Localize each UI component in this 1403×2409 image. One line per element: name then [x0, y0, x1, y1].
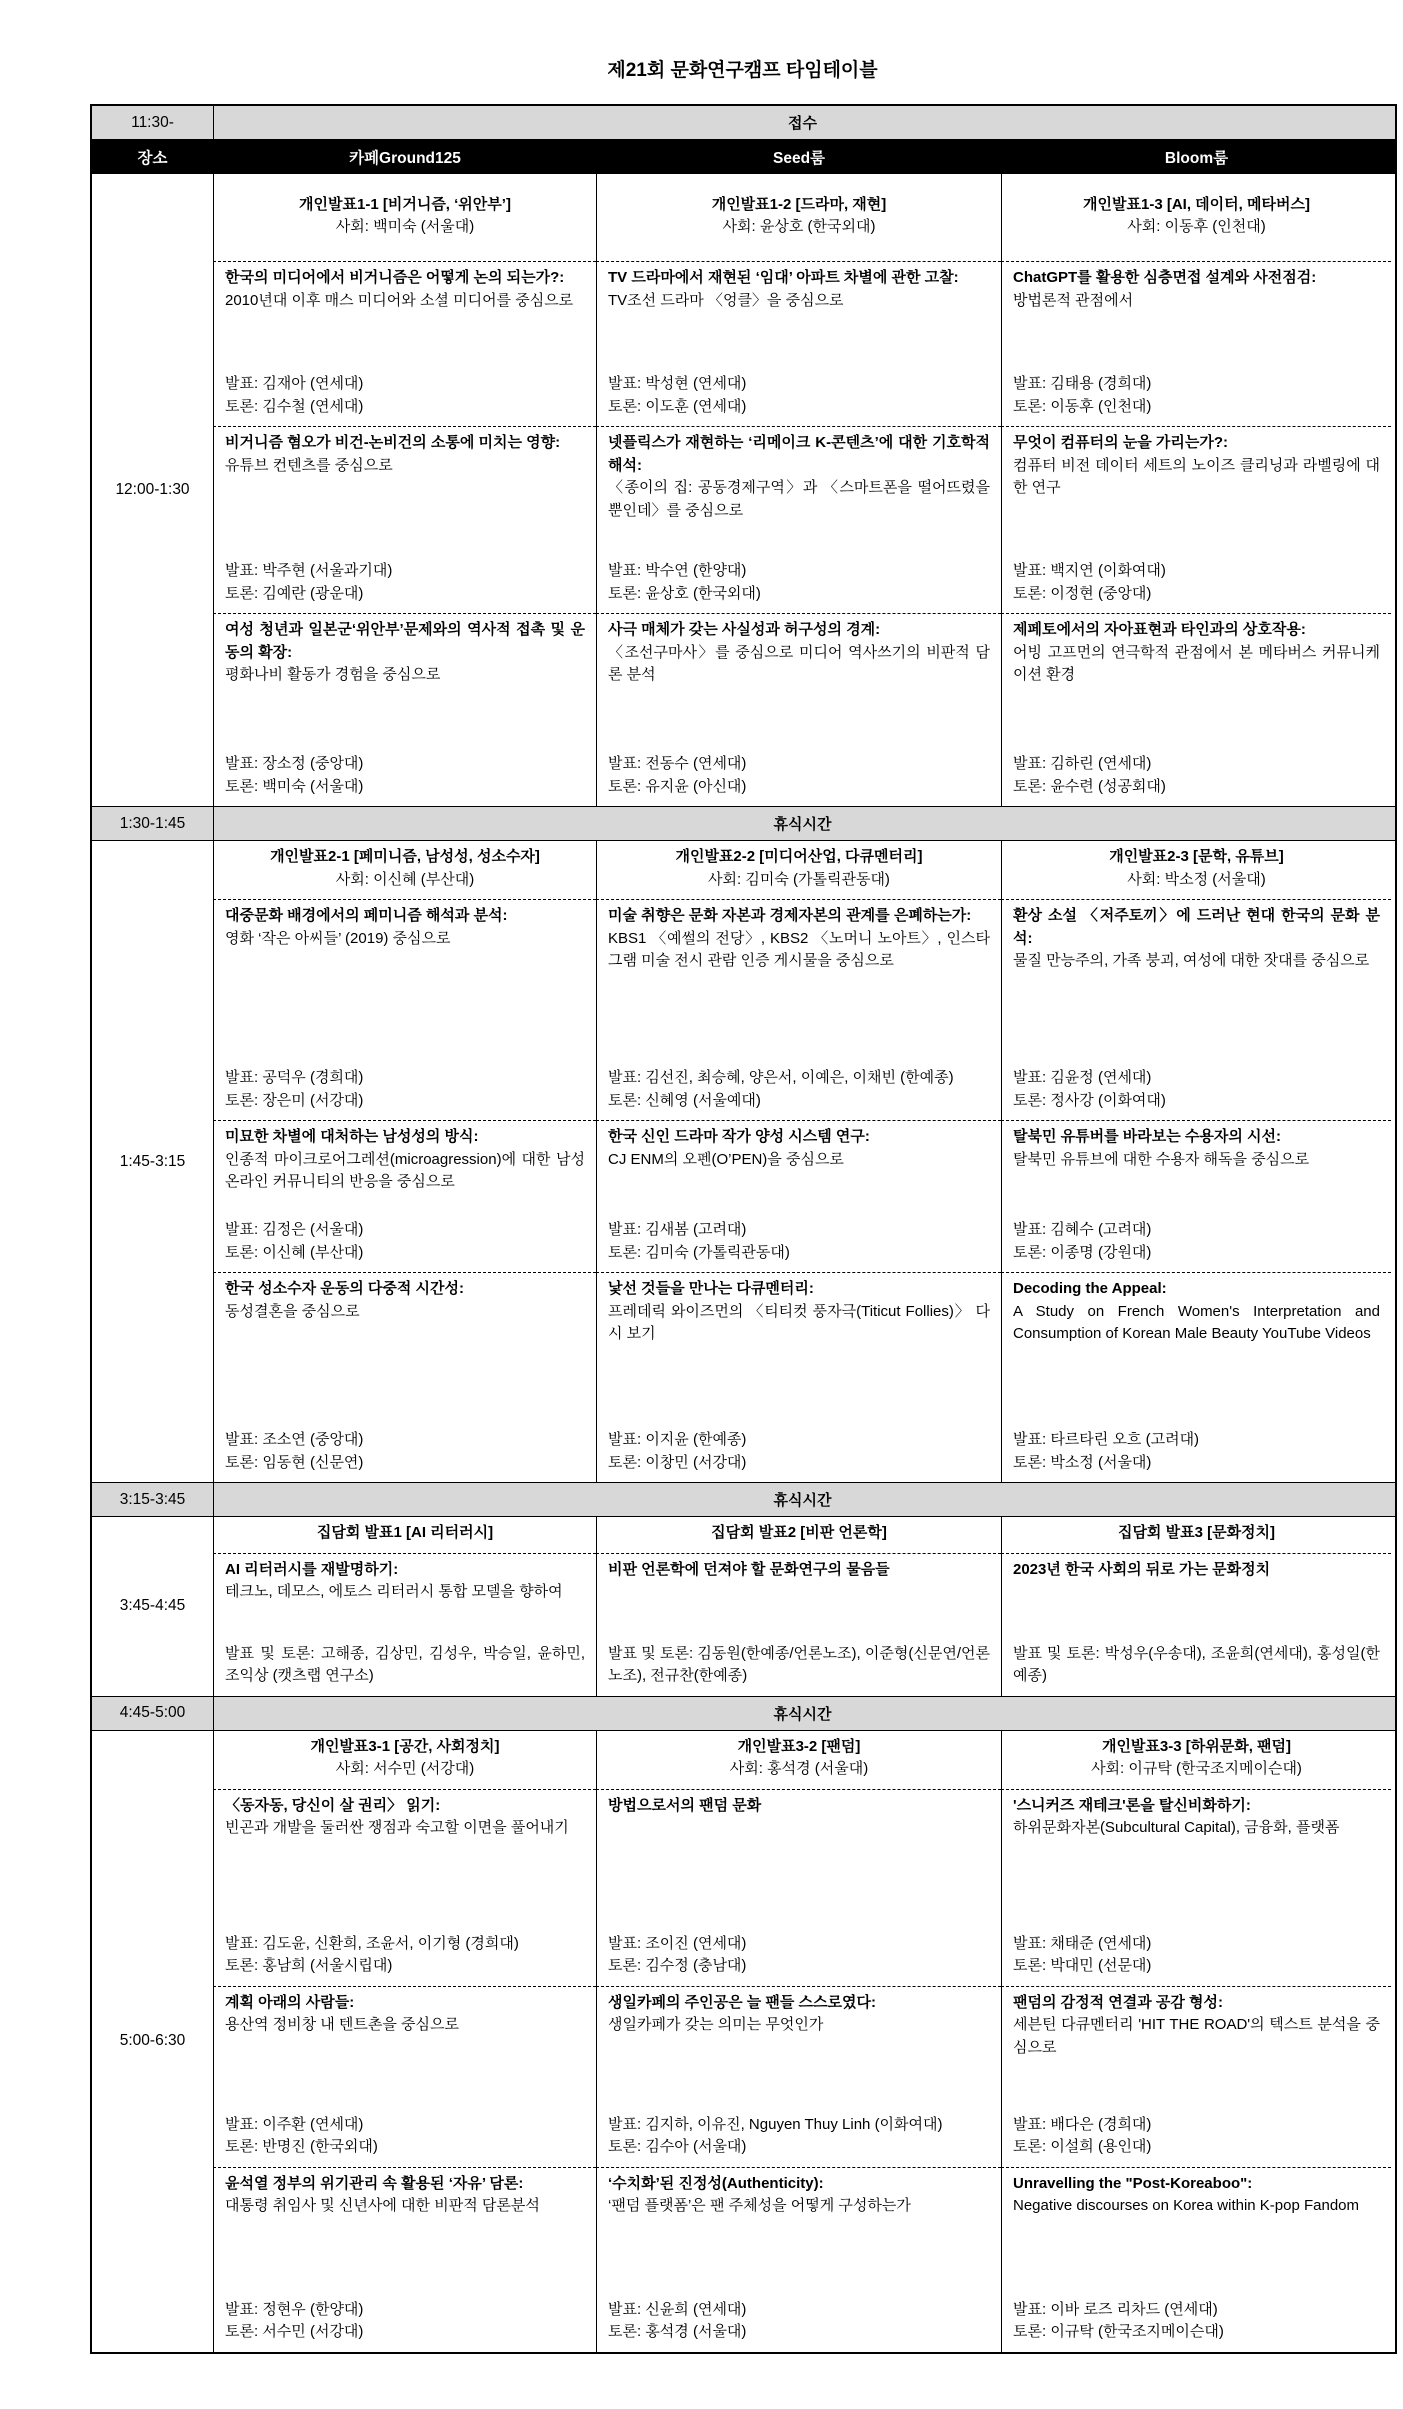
presenter-line: 발표: 조이진 (연세대)	[608, 1934, 747, 1952]
talk-title: 제페토에서의 자아표현과 타인과의 상호작용:	[1013, 621, 1306, 638]
talk-title: 환상 소설 〈저주토끼〉에 드러난 현대 한국의 문화 분석:	[1013, 907, 1380, 947]
talk-people	[1013, 731, 1380, 798]
talk	[1001, 1986, 1391, 2167]
talk-people	[608, 1407, 990, 1474]
talk-people	[225, 538, 585, 605]
band-label: 접수	[213, 106, 1391, 139]
talk	[213, 1553, 596, 1696]
talk-title: 한국 성소수자 운동의 다중적 시간성:	[225, 1280, 465, 1297]
talk	[596, 1553, 1001, 1696]
session-header	[1001, 841, 1391, 899]
talk-people	[608, 2277, 990, 2344]
talk-people	[608, 1045, 990, 1112]
talk	[596, 2167, 1001, 2352]
talk-title: 여성 청년과 일본군‘위안부’문제와의 역사적 접촉 및 운동의 확장:	[225, 621, 585, 661]
presenter-line: 발표: 김선진, 최승혜, 양은서, 이예은, 이채빈 (한예종)	[608, 1069, 954, 1086]
talk-subtitle: 〈종이의 집: 공동경제구역〉과 〈스마트폰을 떨어뜨렸을 뿐인데〉를 중심으로	[608, 479, 990, 519]
talk-subtitle: 생일카페가 갖는 의미는 무엇인가	[608, 2016, 824, 2033]
presenter-line: 발표: 이주환 (연세대)	[225, 2115, 364, 2133]
place-header: 장소	[137, 149, 168, 167]
band-row	[92, 106, 1395, 139]
presenter-line: 발표: 배다은 (경희대)	[1013, 2115, 1152, 2133]
talk-title: 사극 매체가 갖는 사실성과 허구성의 경계:	[608, 621, 881, 638]
talk-people	[225, 1911, 585, 1978]
talk-subtitle: 테크노, 데모스, 에토스 리터러시 통합 모델을 향하여	[225, 1583, 563, 1600]
talk-title: 팬덤의 감정적 연결과 공감 형성:	[1013, 1993, 1224, 2011]
discussant-line: 토론: 윤수련 (성공회대)	[1013, 777, 1166, 795]
talk-people	[1013, 1621, 1380, 1688]
talk-title: 비판 언론학에 던져야 할 문화연구의 물음들	[608, 1560, 890, 1578]
talk-subtitle: A Study on French Women's Interpretation and Consumption of Korean Male Beauty YouTube Videos	[1013, 1302, 1380, 1342]
talk-people	[608, 1911, 990, 1978]
presenter-line: 발표: 박수연 (한양대)	[608, 562, 747, 579]
talk-subtitle: 빈곤과 개발을 둘러싼 쟁점과 숙고할 이면을 풀어내기	[225, 1819, 569, 1836]
presenter-line: 발표: 이바 로즈 리차드 (연세대)	[1013, 2300, 1218, 2318]
discussant-line: 토론: 반명진 (한국외대)	[225, 2138, 378, 2155]
talk-subtitle: TV조선 드라마 〈엉클〉을 중심으로	[608, 291, 844, 309]
session-title: 집담회 발표1 [AI 리터러시]	[316, 1524, 494, 1541]
presenter-line: 발표: 채태준 (연세대)	[1013, 1934, 1152, 1952]
talk	[596, 613, 1001, 806]
presenter-line: 발표: 백지연 (이화여대)	[1013, 562, 1166, 579]
talk-title: TV 드라마에서 재현된 ‘임대’ 아파트 차별에 관한 고찰:	[608, 269, 959, 286]
discussant-line: 토론: 신혜영 (서울예대)	[608, 1091, 761, 1109]
talk-people	[1013, 1911, 1380, 1978]
talk-title: 미술 취향은 문화 자본과 경제자본의 관계를 은폐하는가:	[608, 907, 972, 924]
talk-title: 넷플릭스가 재현하는 ‘리메이크 K-콘텐츠’에 대한 기호학적 해석:	[608, 434, 990, 474]
discussant-line: 토론: 이정현 (중앙대)	[1013, 584, 1152, 602]
talk-subtitle: 동성결혼을 중심으로	[225, 1302, 360, 1320]
presenter-line: 발표: 타르타린 오흐 (고려대)	[1013, 1431, 1200, 1448]
session-title: 개인발표3-3 [하위문화, 팬덤]	[1101, 1737, 1292, 1755]
session-title: 집담회 발표2 [비판 언론학]	[711, 1524, 887, 1541]
talk	[1001, 613, 1391, 806]
talk-people	[608, 538, 990, 605]
talk-subtitle: 용산역 정비창 내 텐트촌을 중심으로	[225, 2016, 460, 2033]
presenter-line: 발표: 박주현 (서울과기대)	[225, 562, 393, 579]
session-title: 개인발표1-3 [AI, 데이터, 메타버스]	[1083, 195, 1310, 213]
talk-title: 생일카페의 주인공은 늘 팬들 스스로였다:	[608, 1993, 876, 2011]
talk-title: 〈동자동, 당신이 살 권리〉 읽기:	[225, 1796, 441, 1814]
talk-subtitle: 프레데릭 와이즈먼의 〈티티컷 풍자극(Titicut Follies)〉 다시 보기	[608, 1302, 990, 1342]
talk-title: 한국 신인 드라마 작가 양성 시스템 연구:	[608, 1128, 870, 1145]
talk	[1001, 2167, 1391, 2352]
session-header	[1001, 174, 1391, 261]
presenter-line: 발표 및 토론: 고해종, 김상민, 김성우, 박승일, 윤하민, 조익상 (캣츠랩 연구소)	[225, 1644, 585, 1684]
band-label: 휴식시간	[213, 1483, 1391, 1516]
talk-people	[225, 2092, 585, 2159]
talk-subtitle: CJ ENM의 오펜(O’PEN)을 중심으로	[608, 1150, 844, 1168]
talk	[213, 1272, 596, 1482]
talk-people	[225, 731, 585, 798]
discussant-line: 토론: 이규탁 (한국조지메이슨대)	[1013, 2323, 1224, 2340]
discussant-line: 토론: 김예란 (광운대)	[225, 584, 364, 602]
talk	[213, 899, 596, 1120]
talk-title: 방법으로서의 팬덤 문화	[608, 1796, 762, 1814]
talk-people	[608, 1621, 990, 1688]
page-title: 제21회 문화연구캠프 타임테이블	[607, 60, 878, 81]
session-header	[213, 1517, 596, 1553]
session-chair: 사회: 이신혜 (부산대)	[335, 870, 475, 888]
talk-title: 비거니즘 혐오가 비건-논비건의 소통에 미치는 영향:	[225, 434, 561, 451]
talk-people	[1013, 1407, 1380, 1474]
talk-subtitle: 인종적 마이크로어그레션(microagression)에 대한 남성 온라인 커뮤니티의 반응을 중심으로	[225, 1150, 585, 1190]
discussant-line: 토론: 이설희 (용인대)	[1013, 2138, 1152, 2155]
talk-subtitle: 어빙 고프먼의 연극학적 관점에서 본 메타버스 커뮤니케이션 환경	[1013, 643, 1380, 683]
session-chair: 사회: 이동후 (인천대)	[1127, 218, 1266, 235]
talk-subtitle: 2010년대 이후 매스 미디어와 소셜 미디어를 중심으로	[225, 291, 574, 309]
talk	[213, 1986, 596, 2167]
talk	[596, 426, 1001, 613]
talk-people	[225, 1621, 585, 1688]
presenter-line: 발표: 신윤희 (연세대)	[608, 2300, 747, 2318]
discussant-line: 토론: 유지윤 (아신대)	[608, 777, 747, 795]
session-title: 개인발표2-3 [문학, 유튜브]	[1109, 848, 1284, 865]
presenter-line: 발표: 전동수 (연세대)	[608, 755, 747, 772]
session-title: 개인발표3-2 [팬덤]	[737, 1737, 861, 1755]
session-header	[1001, 1731, 1391, 1789]
time-label: 3:45-4:45	[119, 1597, 186, 1615]
talk-title: 한국의 미디어에서 비거니즘은 어떻게 논의 되는가?:	[225, 269, 565, 286]
talk-title: 낯선 것들을 만나는 다큐멘터리:	[608, 1280, 814, 1297]
talk	[596, 261, 1001, 426]
session-title: 개인발표2-1 [페미니즘, 남성성, 성소수자]	[270, 848, 540, 865]
presenter-line: 발표: 이지윤 (한예종)	[608, 1431, 747, 1448]
time-label: 4:45-5:00	[119, 1704, 186, 1721]
talk-subtitle: 하위문화자본(Subcultural Capital), 금융화, 플랫폼	[1013, 1819, 1340, 1836]
band-label: 휴식시간	[213, 807, 1391, 840]
talk-people	[1013, 2277, 1380, 2344]
talk	[1001, 261, 1391, 426]
session-chair: 사회: 서수민 (서강대)	[335, 1760, 475, 1777]
discussant-line: 토론: 서수민 (서강대)	[225, 2323, 364, 2340]
session-header	[213, 174, 596, 261]
talk-title: 무엇이 컴퓨터의 눈을 가리는가?:	[1013, 434, 1229, 451]
talk-people	[608, 2092, 990, 2159]
session-title: 개인발표1-1 [비거니즘, ‘위안부’]	[299, 195, 511, 213]
discussant-line: 토론: 임동현 (신문연)	[225, 1453, 364, 1471]
discussant-line: 토론: 홍석경 (서울대)	[608, 2323, 747, 2340]
talk	[1001, 1789, 1391, 1986]
session-row	[92, 173, 1395, 806]
discussant-line: 토론: 김수철 (연세대)	[225, 397, 364, 415]
talk-people	[1013, 351, 1380, 418]
session-header	[213, 841, 596, 899]
talk-people	[225, 1045, 585, 1112]
presenter-line: 발표: 장소정 (중앙대)	[225, 755, 364, 772]
session-header	[596, 174, 1001, 261]
room-header: Seed룸	[596, 140, 1001, 173]
room-header: Bloom룸	[1001, 140, 1391, 173]
talk	[1001, 1553, 1391, 1696]
presenter-line: 발표 및 토론: 김동원(한예종/언론노조), 이준형(신문연/언론노조), 전규찬(한예종)	[608, 1644, 990, 1684]
talk	[213, 261, 596, 426]
session-row	[92, 1730, 1395, 2352]
talk-subtitle: 컴퓨터 비전 데이터 세트의 노이즈 클리닝과 라벨링에 대한 연구	[1013, 456, 1380, 496]
discussant-line: 토론: 김수아 (서울대)	[608, 2138, 747, 2155]
talk-title: AI 리터러시를 재발명하기:	[225, 1560, 399, 1578]
talk	[213, 2167, 596, 2352]
talk-title: 2023년 한국 사회의 뒤로 가는 문화정치	[1013, 1560, 1271, 1578]
discussant-line: 토론: 이도훈 (연세대)	[608, 397, 747, 415]
session-header	[213, 1731, 596, 1789]
presenter-line: 발표: 김하린 (연세대)	[1013, 755, 1152, 772]
talk	[596, 899, 1001, 1120]
discussant-line: 토론: 홍남희 (서울시립대)	[225, 1957, 393, 1974]
band-label: 휴식시간	[213, 1697, 1391, 1730]
session-title: 개인발표2-2 [미디어산업, 다큐멘터리]	[675, 848, 923, 865]
talk-people	[608, 731, 990, 798]
talk-title: ChatGPT를 활용한 심층면접 설계와 사전점검:	[1013, 269, 1317, 286]
talk-subtitle: 세븐틴 다큐멘터리 'HIT THE ROAD'의 텍스트 분석을 중심으로	[1013, 2016, 1380, 2056]
session-chair: 사회: 윤상호 (한국외대)	[722, 218, 876, 235]
talk	[213, 1120, 596, 1272]
presenter-line: 발표: 김새봄 (고려대)	[608, 1221, 747, 1238]
session-chair: 사회: 박소정 (서울대)	[1127, 870, 1266, 888]
discussant-line: 토론: 이종명 (강원대)	[1013, 1243, 1152, 1261]
talk	[1001, 1272, 1391, 1482]
talk-people	[1013, 2092, 1380, 2159]
talk-people	[1013, 1197, 1380, 1264]
talk-title: Decoding the Appeal:	[1013, 1280, 1167, 1297]
discussant-line: 토론: 이창민 (서강대)	[608, 1453, 747, 1471]
talk	[596, 1789, 1001, 1986]
presenter-line: 발표: 공덕우 (경희대)	[225, 1069, 364, 1086]
session-chair: 사회: 백미숙 (서울대)	[335, 218, 475, 235]
time-label: 1:45-3:15	[119, 1152, 186, 1170]
presenter-line: 발표: 김태용 (경희대)	[1013, 375, 1152, 392]
columns-header-row	[92, 139, 1395, 173]
session-row	[92, 840, 1395, 1482]
time-label: 11:30-	[131, 113, 174, 131]
talk	[213, 1789, 596, 1986]
session-header	[596, 1517, 1001, 1553]
talk-subtitle: 방법론적 관점에서	[1013, 291, 1134, 309]
discussant-line: 토론: 장은미 (서강대)	[225, 1091, 364, 1109]
discussant-line: 토론: 김미숙 (가톨릭관동대)	[608, 1243, 790, 1261]
talk-subtitle: 영화 ‘작은 아씨들’ (2019) 중심으로	[225, 929, 451, 947]
talk	[596, 1272, 1001, 1482]
presenter-line: 발표: 김정은 (서울대)	[225, 1221, 364, 1238]
talk-title: 탈북민 유튜버를 바라보는 수용자의 시선:	[1013, 1128, 1281, 1145]
presenter-line: 발표: 김혜수 (고려대)	[1013, 1221, 1152, 1238]
presenter-line: 발표 및 토론: 박성우(우송대), 조윤희(연세대), 홍성일(한예종)	[1013, 1644, 1380, 1684]
session-row	[92, 1516, 1395, 1696]
presenter-line: 발표: 정현우 (한양대)	[225, 2300, 364, 2318]
talk-subtitle: 물질 만능주의, 가족 붕괴, 여성에 대한 잣대를 중심으로	[1013, 952, 1370, 969]
talk-title: Unravelling the "Post-Koreaboo":	[1013, 2174, 1253, 2192]
discussant-line: 토론: 박소정 (서울대)	[1013, 1453, 1152, 1471]
talk-title: 계획 아래의 사람들:	[225, 1993, 355, 2011]
discussant-line: 토론: 이동후 (인천대)	[1013, 397, 1152, 415]
room-header: 카페Ground125	[213, 140, 596, 173]
talk-subtitle: 유튜브 컨텐츠를 중심으로	[225, 456, 393, 474]
session-chair: 사회: 김미숙 (가톨릭관동대)	[708, 870, 890, 888]
talk	[1001, 1120, 1391, 1272]
presenter-line: 발표: 김윤정 (연세대)	[1013, 1069, 1152, 1086]
timetable	[90, 104, 1397, 2354]
discussant-line: 토론: 이신혜 (부산대)	[225, 1243, 364, 1261]
talk-people	[608, 1197, 990, 1264]
talk	[213, 426, 596, 613]
discussant-line: 토론: 윤상호 (한국외대)	[608, 584, 761, 602]
talk-people	[225, 351, 585, 418]
talk-title: 대중문화 배경에서의 페미니즘 해석과 분석:	[225, 907, 508, 924]
talk-subtitle: 평화나비 활동가 경험을 중심으로	[225, 666, 441, 683]
talk	[596, 1120, 1001, 1272]
session-header	[596, 1731, 1001, 1789]
talk	[213, 613, 596, 806]
talk-subtitle: Negative discourses on Korea within K-pop Fandom	[1013, 2197, 1360, 2214]
discussant-line: 토론: 정사강 (이화여대)	[1013, 1091, 1166, 1109]
talk-people	[225, 1197, 585, 1264]
time-label: 12:00-1:30	[115, 481, 190, 498]
band-row	[92, 806, 1395, 840]
talk	[1001, 899, 1391, 1120]
talk-people	[225, 2277, 585, 2344]
talk-people	[225, 1407, 585, 1474]
talk-people	[608, 351, 990, 418]
session-title: 집담회 발표3 [문화정치]	[1117, 1524, 1276, 1541]
band-row	[92, 1696, 1395, 1730]
presenter-line: 발표: 박성현 (연세대)	[608, 375, 747, 392]
talk-subtitle: KBS1 〈예썰의 전당〉, KBS2 〈노머니 노아트〉, 인스타그램 미술 전시 관람 인증 게시물을 중심으로	[608, 929, 990, 969]
discussant-line: 토론: 백미숙 (서울대)	[225, 777, 364, 795]
presenter-line: 발표: 조소연 (중앙대)	[225, 1431, 364, 1448]
session-header	[596, 841, 1001, 899]
talk	[596, 1986, 1001, 2167]
talk-title: ‘수치화’된 진정성(Authenticity):	[608, 2174, 824, 2192]
discussant-line: 토론: 박대민 (선문대)	[1013, 1957, 1152, 1974]
talk-people	[1013, 538, 1380, 605]
talk-subtitle: 탈북민 유튜브에 대한 수용자 해독을 중심으로	[1013, 1150, 1310, 1168]
session-header	[1001, 1517, 1391, 1553]
band-row	[92, 1482, 1395, 1516]
session-title: 개인발표1-2 [드라마, 재현]	[711, 195, 887, 213]
talk-subtitle: 〈조선구마사〉를 중심으로 미디어 역사쓰기의 비판적 담론 분석	[608, 643, 990, 683]
presenter-line: 발표: 김재아 (연세대)	[225, 375, 364, 392]
session-chair: 사회: 홍석경 (서울대)	[729, 1760, 869, 1777]
session-chair: 사회: 이규탁 (한국조지메이슨대)	[1091, 1760, 1302, 1777]
talk-people	[1013, 1045, 1380, 1112]
talk-subtitle: 대통령 취임사 및 신년사에 대한 비판적 담론분석	[225, 2197, 540, 2214]
presenter-line: 발표: 김지하, 이유진, Nguyen Thuy Linh (이화여대)	[608, 2115, 943, 2133]
talk	[1001, 426, 1391, 613]
talk-title: 미묘한 차별에 대처하는 남성성의 방식:	[225, 1128, 479, 1145]
time-label: 5:00-6:30	[119, 2032, 186, 2049]
time-label: 3:15-3:45	[119, 1490, 186, 1508]
talk-subtitle: ‘팬덤 플랫폼’은 팬 주체성을 어떻게 구성하는가	[608, 2197, 911, 2214]
time-label: 1:30-1:45	[119, 814, 186, 832]
talk-title: 윤석열 정부의 위기관리 속 활용된 ‘자유’ 담론:	[225, 2174, 524, 2192]
session-title: 개인발표3-1 [공간, 사회정치]	[310, 1737, 500, 1755]
discussant-line: 토론: 김수정 (충남대)	[608, 1957, 747, 1974]
talk-title: '스니커즈 재테크'론을 탈신비화하기:	[1013, 1796, 1251, 1814]
presenter-line: 발표: 김도윤, 신환희, 조윤서, 이기형 (경희대)	[225, 1934, 519, 1952]
